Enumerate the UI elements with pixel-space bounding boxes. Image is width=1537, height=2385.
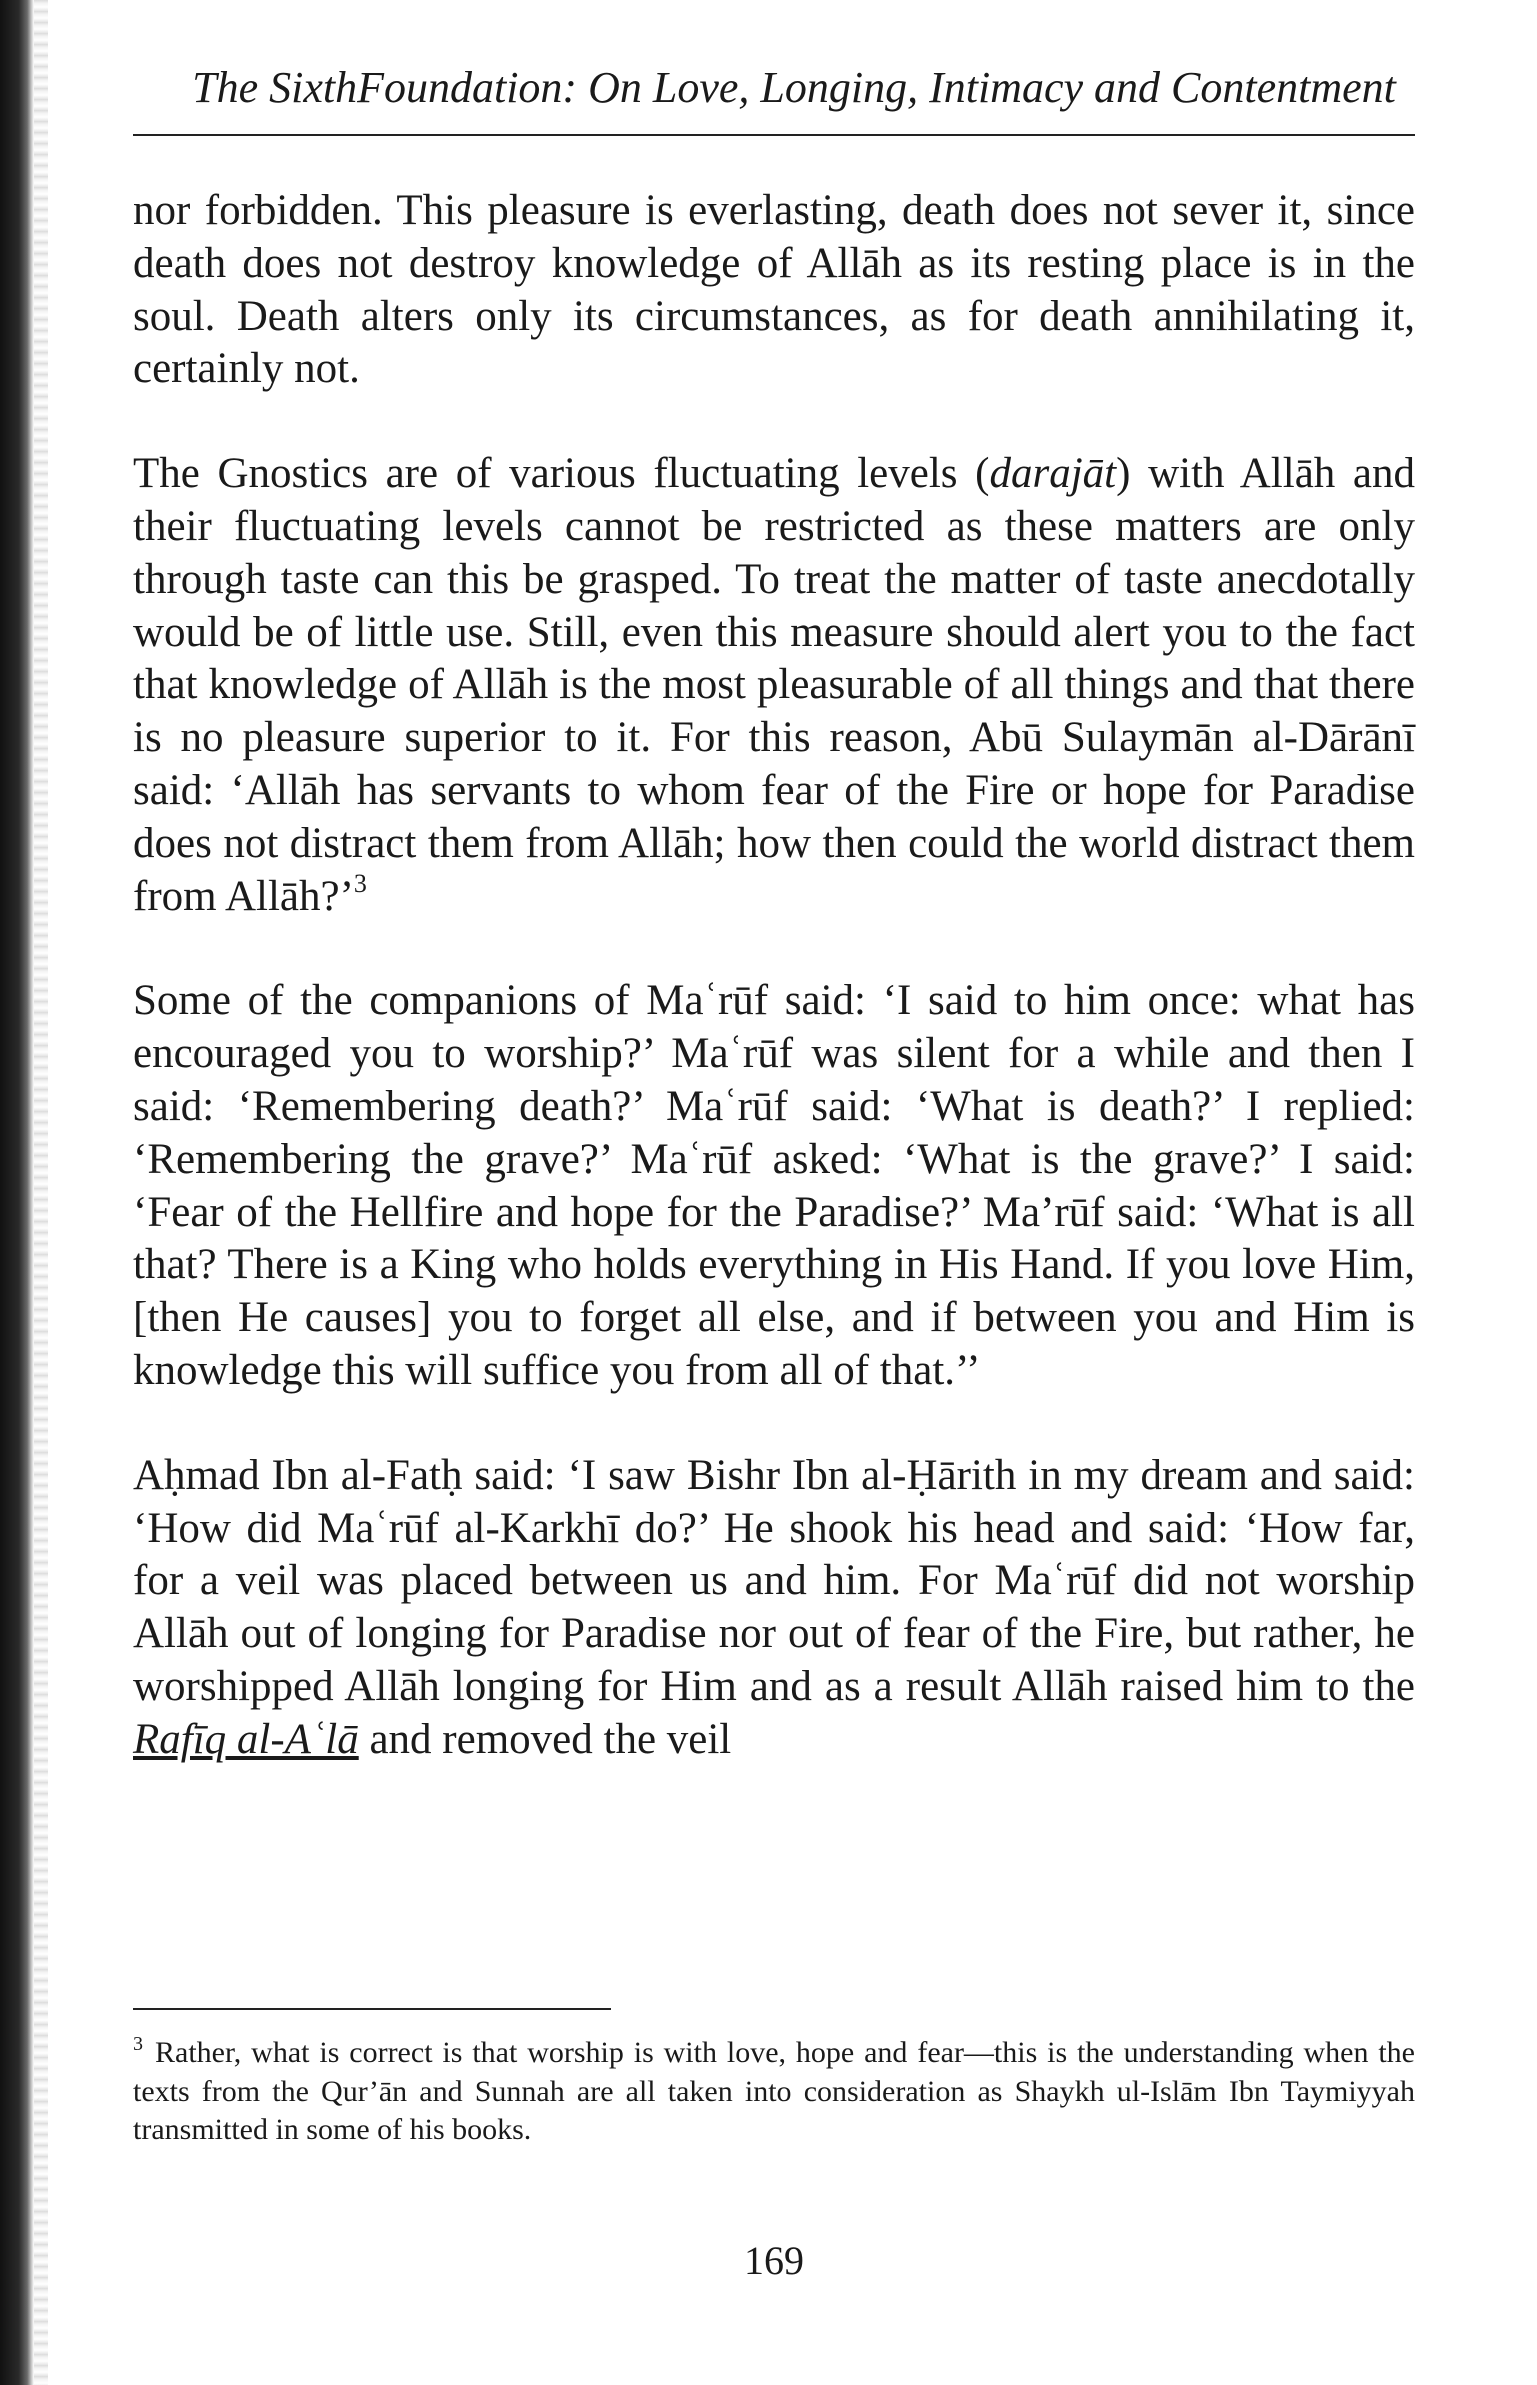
paragraph-text: Aḥmad Ibn al-Fatḥ said: ‘I saw Bishr Ibn al-Ḥārith in my dream and said: ‘How did Maʿrūf al-Karkhī do?’ He shook his head and said: ‘How far, for a veil was placed between us and him. For Maʿrūf did not worship Allāh out of longing for Paradise nor out of fear of the Fire, but rather, he worshipped Allāh longing for Him and as a result Allāh raised him to the [133, 1451, 1415, 1710]
body-text [133, 185, 1415, 1819]
italic-term: Rafīq al-Aʿlā [133, 1715, 359, 1763]
footnote-marker: 3 [133, 2033, 143, 2055]
paragraph-text: ) with Allāh and their fluctuating levels cannot be restricted as these matters are only through taste can this be grasped. To treat the matter of taste anecdotally would be of little use. Still, even this measure should alert you to the fact that knowledge of Allāh is the most pleasurable of all things and that there is no pleasure superior to it. For this reason, Abū Sulaymān al-Dārānī said: ‘Allāh has servants to whom fear of the Fire or hope for Paradise does not distract them from Allāh; how then could the world distract them from Allāh?’ [133, 450, 1415, 920]
paragraph [133, 975, 1415, 1397]
book-binding-shadow [0, 0, 34, 2385]
footnote-rule [133, 2008, 611, 2010]
paragraph-text: and removed the veil [358, 1715, 732, 1763]
paragraph-text: Some of the companions of Maʿrūf said: ‘I said to him once: what has encouraged you to worship?’ Maʿrūf was silent for a while and then I said: ‘Remembering death?’ Maʿrūf said: ‘What is death?’ I replied: ‘Remembering the grave?’ Maʿrūf asked: ‘What is the grave?’ I said: ‘Fear of the Hellfire and hope for the Paradise?’ Ma’rūf said: ‘What is all that? There is a King who holds everything in His Hand. If you love Him, [then He causes] you to forget all else, and if between you and Him is knowledge this will suffice you from all of that.’’ [133, 977, 1415, 1394]
paragraph [133, 448, 1415, 923]
paragraph-text: nor forbidden. This pleasure is everlasting, death does not sever it, since death does not destroy knowledge of Allāh as its resting place is in the soul. Death alters only its circumstances, as for death annihilating it, certainly not. [133, 187, 1415, 393]
paragraph [133, 185, 1415, 396]
scan-edge-noise [34, 0, 48, 2385]
page-number: 169 [744, 2238, 804, 2283]
paragraph [133, 1450, 1415, 1767]
footnote-reference: 3 [353, 868, 367, 898]
book-page [133, 0, 1415, 2385]
header-rule [133, 134, 1415, 136]
running-head: The SixthFoundation: On Love, Longing, Intimacy and Contentment [192, 63, 1396, 112]
paragraph-text: The Gnostics are of various fluctuating levels ( [133, 450, 990, 498]
italic-term: darajāt [989, 450, 1117, 498]
footnote-text: Rather, what is correct is that worship is with love, hope and fear—this is the understanding when the texts from the Qur’ān and Sunnah are all taken into consideration as Shaykh ul-Islām Ibn Taymiyyah transmitted in some of his books. [133, 2036, 1415, 2147]
footnote [133, 2034, 1415, 2150]
